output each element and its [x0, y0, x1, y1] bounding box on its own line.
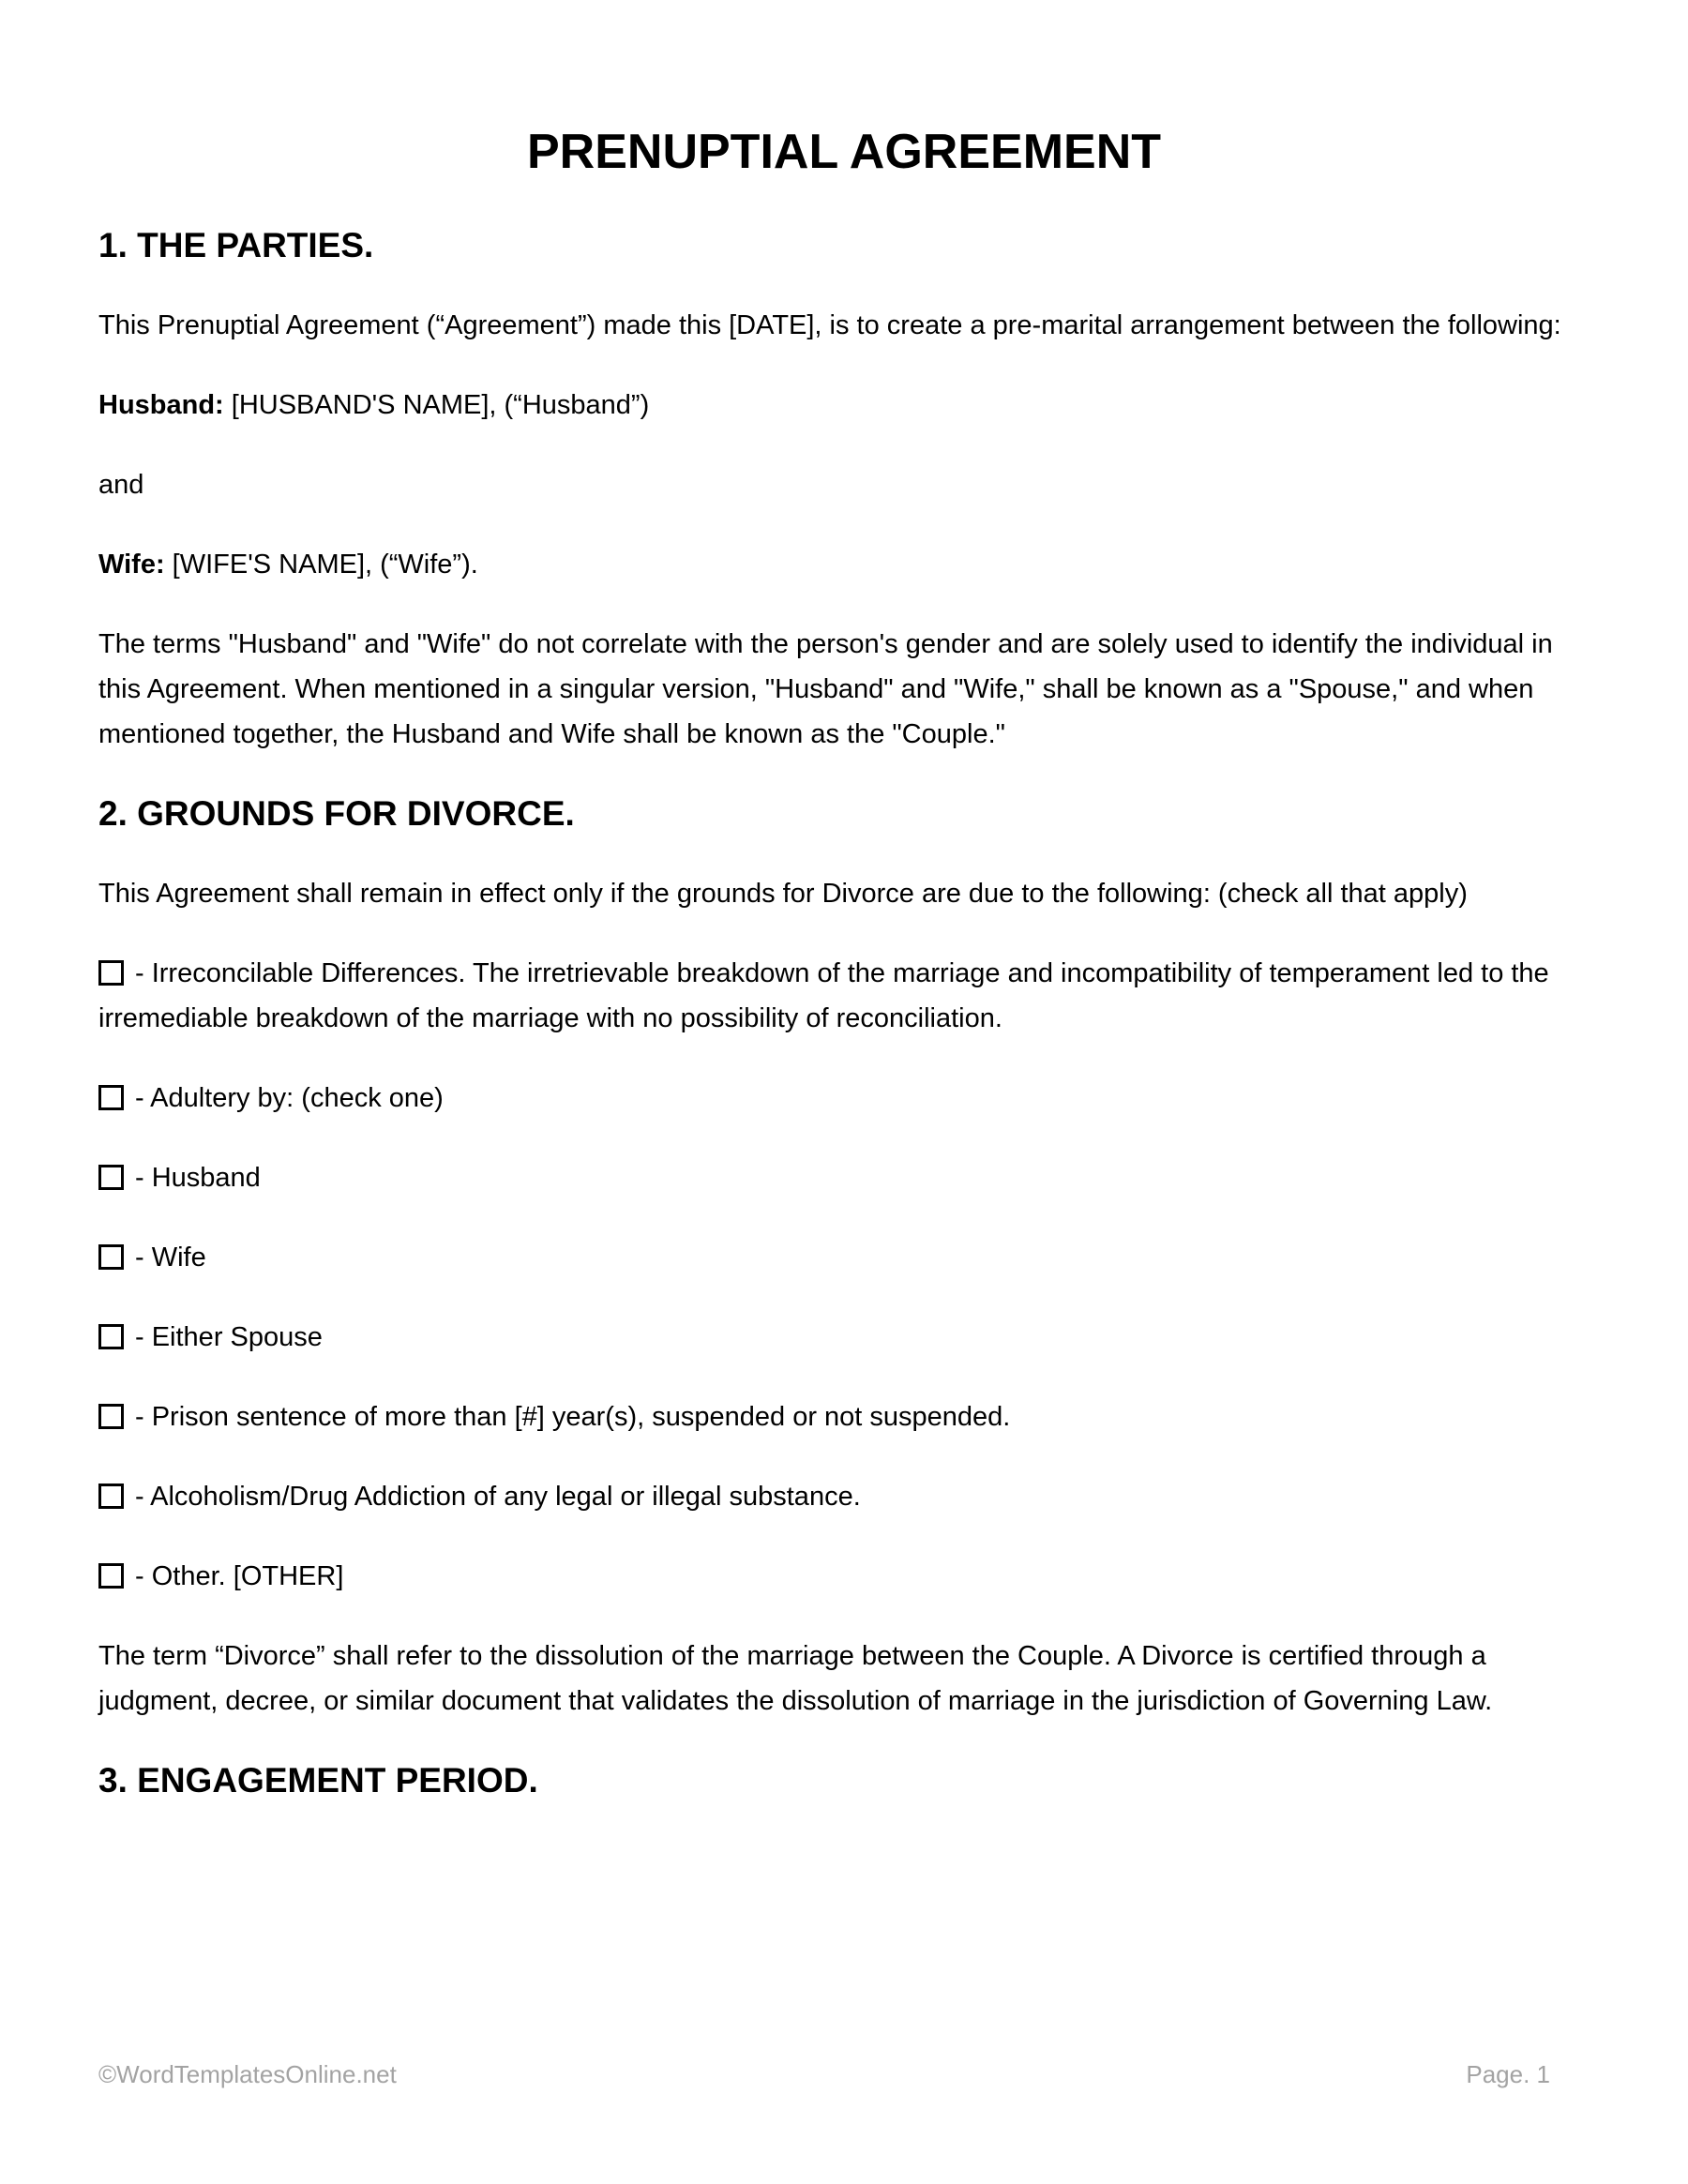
- footer-page-number: Page. 1: [1466, 2060, 1550, 2088]
- wife-value: [WIFE'S NAME], (“Wife”).: [164, 550, 478, 580]
- wife-label: Wife:: [98, 550, 165, 580]
- parties-intro-paragraph: This Prenuptial Agreement (“Agreement”) made this [DATE], is to create a pre-marital arrangement between the following:: [98, 310, 1561, 340]
- checklist-item-adultery: [98, 1076, 1590, 1121]
- divorce-definition-paragraph: The term “Divorce” shall refer to the dissolution of the marriage between the Couple. A Divorce is certified through a judgment, decree, or similar document that validates the dissolution of marriage in the jurisdiction of Governing Law.: [98, 1641, 1493, 1716]
- checklist-item-label: - Prison sentence of more than [#] year(s), suspended or not suspended.: [135, 1402, 1011, 1432]
- grounds-intro-paragraph: This Agreement shall remain in effect only if the grounds for Divorce are due to the following: (check all that apply): [98, 879, 1468, 909]
- alcoholism-drug-addiction-checkbox[interactable]: [98, 1484, 124, 1509]
- terms-definition-paragraph: The terms "Husband" and "Wife" do not correlate with the person's gender and are solely used to identify the individual in this Agreement. When mentioned in a singular version, "Husband" and "Wife," shall be known as a "Spouse," and when mentioned together, the Husband and Wife shall be known as the "Couple.": [98, 629, 1553, 749]
- other-checkbox[interactable]: [98, 1563, 124, 1589]
- wife-line: [98, 542, 1590, 587]
- checklist-item-wife: [98, 1235, 1590, 1280]
- checklist-item-label: - Adultery by: (check one): [135, 1083, 444, 1113]
- checklist-item-other: [98, 1554, 1590, 1599]
- checklist-item-either-spouse: [98, 1315, 1590, 1360]
- section-heading-engagement-period: 3. ENGAGEMENT PERIOD.: [98, 1761, 538, 1800]
- checklist-item-label: - Other. [OTHER]: [135, 1561, 344, 1591]
- footer-copyright: ©WordTemplatesOnline.net: [98, 2060, 397, 2088]
- husband-label: Husband:: [98, 390, 224, 420]
- checklist-item-label: - Either Spouse: [135, 1322, 323, 1352]
- prison-sentence-checkbox[interactable]: [98, 1404, 124, 1429]
- adultery-checkbox[interactable]: [98, 1085, 124, 1110]
- checklist-item-label: - Wife: [135, 1243, 206, 1273]
- checklist-item-alcoholism-drug-addiction: [98, 1474, 1590, 1519]
- section-heading-grounds-for-divorce: 2. GROUNDS FOR DIVORCE.: [98, 794, 575, 833]
- section-heading-the-parties: 1. THE PARTIES.: [98, 226, 374, 264]
- wife-checkbox[interactable]: [98, 1244, 124, 1270]
- checklist-item-irreconcilable-differences: [98, 951, 1590, 1041]
- document-title: PRENUPTIAL AGREEMENT: [526, 125, 1162, 179]
- conjunction-line: and: [98, 470, 144, 500]
- husband-value: [HUSBAND'S NAME], (“Husband”): [223, 390, 650, 420]
- checklist-item-label: - Alcoholism/Drug Addiction of any legal or illegal substance.: [135, 1482, 861, 1512]
- checklist-item-label: - Husband: [135, 1163, 261, 1193]
- either-spouse-checkbox[interactable]: [98, 1324, 124, 1349]
- checklist-item-husband: [98, 1155, 1590, 1200]
- checklist-item-prison-sentence: [98, 1394, 1590, 1439]
- irreconcilable-differences-checkbox[interactable]: [98, 960, 124, 986]
- husband-checkbox[interactable]: [98, 1165, 124, 1190]
- husband-line: [98, 383, 1590, 428]
- page-footer: [98, 2058, 1550, 2090]
- checklist-item-label: - Irreconcilable Differences. The irretrievable breakdown of the marriage and incompatibility of temperament led to the irremediable breakdown of the marriage with no possibility of reconciliation.: [98, 958, 1549, 1033]
